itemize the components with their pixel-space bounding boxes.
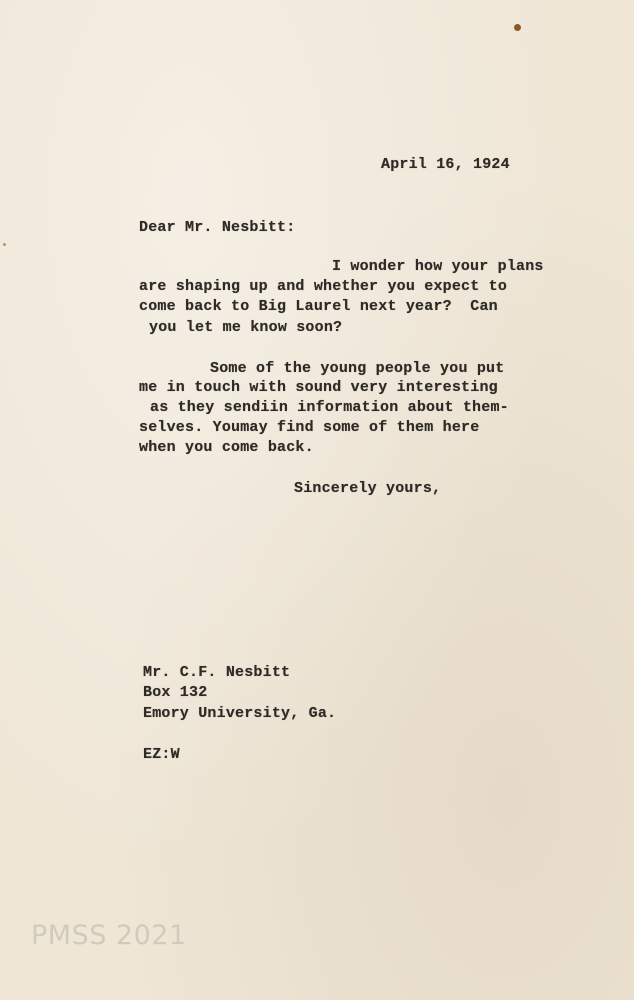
paragraph2-line: as they sendiin information about them- — [150, 399, 509, 416]
paragraph2-line: me in touch with sound very interesting — [139, 379, 498, 396]
typist-initials: EZ:W — [143, 746, 180, 763]
paragraph2-line: when you come back. — [139, 439, 314, 456]
paragraph1-line: are shaping up and whether you expect to — [139, 278, 508, 295]
paragraph2-line: selves. Youmay find some of them here — [139, 419, 480, 436]
letter-date: April 16, 1924 — [381, 156, 510, 173]
closing: Sincerely yours, — [294, 480, 442, 497]
address-line: Box 132 — [143, 684, 208, 701]
salutation: Dear Mr. Nesbitt: — [139, 219, 296, 236]
paper-stain — [514, 24, 521, 31]
paper-stain — [3, 243, 6, 246]
paragraph1-line: come back to Big Laurel next year? Can — [139, 298, 498, 315]
paragraph1-line: you let me know soon? — [149, 319, 343, 336]
paragraph2-line: Some of the young people you put — [210, 360, 505, 377]
watermark: PMSS 2021 — [31, 920, 187, 951]
paragraph1-line: I wonder how your plans — [332, 258, 544, 275]
address-line: Emory University, Ga. — [143, 705, 337, 722]
address-line: Mr. C.F. Nesbitt — [143, 664, 291, 681]
